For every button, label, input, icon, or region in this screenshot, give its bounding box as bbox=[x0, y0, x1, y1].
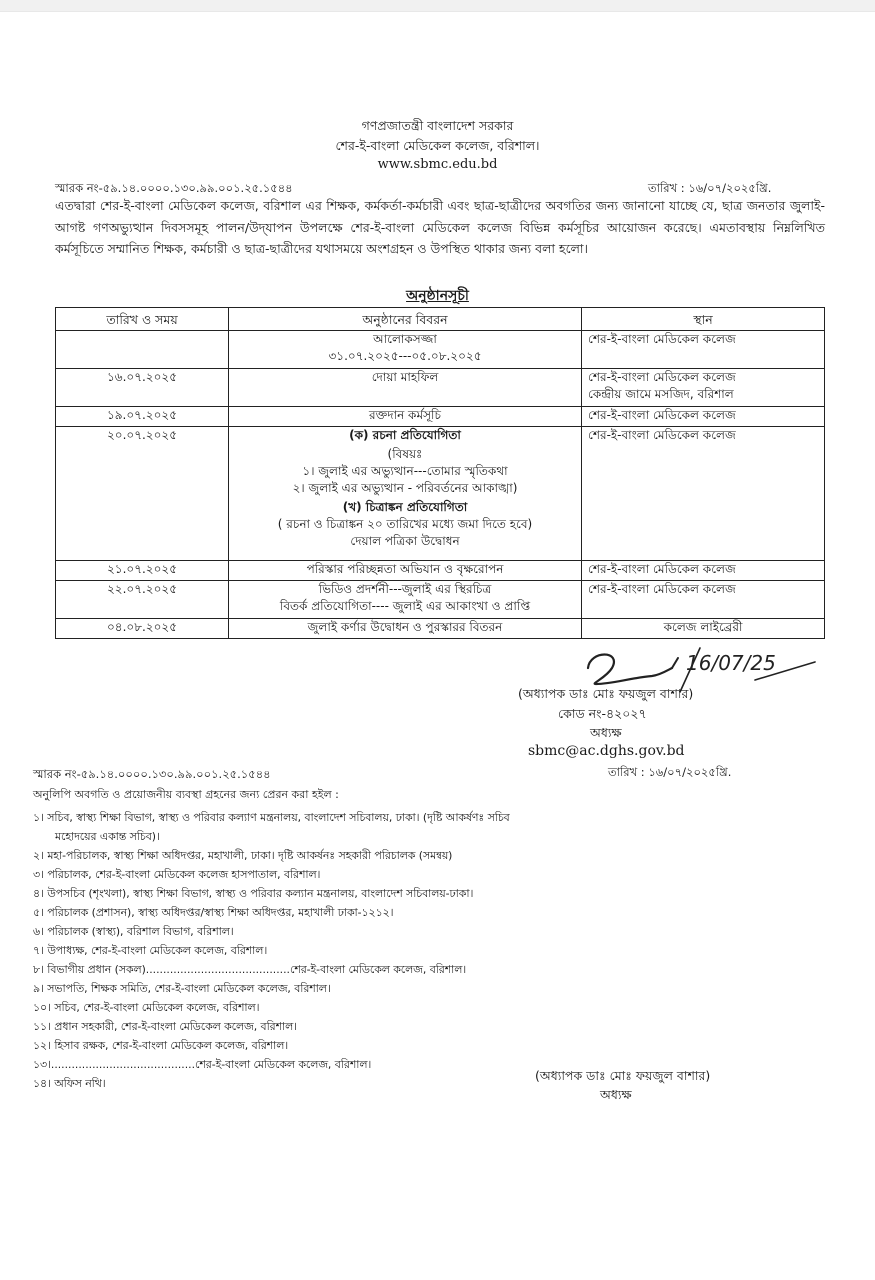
memo-date: তারিখ : ১৬/০৭/২০২৫খ্রি. bbox=[648, 181, 772, 195]
schedule-venue-line: কলেজ লাইব্রেরী bbox=[663, 620, 743, 634]
schedule-row bbox=[56, 581, 825, 619]
copy-recipient-item: মহোদয়ের একান্ত সচিব)। bbox=[55, 830, 160, 843]
footer-signatory-name: (অধ্যাপক ডাঃ মোঃ ফয়জুল বাশার) bbox=[535, 1068, 711, 1083]
copy-memo-date: তারিখ : ১৬/০৭/২০২৫খ্রি. bbox=[608, 765, 732, 779]
schedule-venue-cell bbox=[582, 581, 825, 619]
schedule-row bbox=[56, 619, 825, 639]
schedule-row bbox=[56, 561, 825, 581]
schedule-venue-cell bbox=[582, 619, 825, 639]
schedule-details-cell bbox=[229, 369, 582, 407]
schedule-detail-line: রক্তদান কর্মসূচি bbox=[369, 408, 441, 422]
schedule-table bbox=[55, 307, 825, 639]
schedule-date: ২২.০৭.২০২৫ bbox=[106, 582, 178, 596]
schedule-date: ২১.০৭.২০২৫ bbox=[106, 562, 178, 576]
schedule-venue-cell bbox=[582, 331, 825, 369]
schedule-date: ১৯.০৭.২০২৫ bbox=[106, 408, 177, 422]
schedule-date: ১৬.০৭.২০২৫ bbox=[106, 370, 178, 384]
copy-recipients-list bbox=[33, 808, 833, 1093]
institution-heading: শের-ই-বাংলা মেডিকেল কলেজ, বরিশাল। bbox=[335, 138, 540, 153]
schedule-detail-line: বিতর্ক প্রতিযোগিতা---- জুলাই এর আকাংখা ও প্রাপ্তি bbox=[279, 599, 531, 613]
copy-recipient-item: ১৩।..........................................শের-ই-বাংলা মেডিকেল কলেজ, বরিশাল। bbox=[33, 1058, 372, 1071]
schedule-venue-line: শের-ই-বাংলা মেডিকেল কলেজ bbox=[588, 332, 736, 346]
schedule-detail-line: ( রচনা ও চিত্রাঙ্কন ২০ তারিখের মধ্যে জমা দিতে হবে) bbox=[277, 517, 533, 531]
column-header-venue: স্থান bbox=[582, 308, 825, 331]
signatory-designation: অধ্যক্ষ bbox=[590, 725, 622, 740]
signatory-name: (অধ্যাপক ডাঃ মোঃ ফয়জুল বাশার) bbox=[518, 686, 694, 701]
schedule-title: অনুষ্ঠানসূচী bbox=[406, 288, 469, 304]
copy-recipient-item: ১৪। অফিস নথি। bbox=[33, 1077, 106, 1090]
schedule-date-cell bbox=[56, 427, 229, 561]
website-link[interactable]: www.sbmc.edu.bd bbox=[377, 157, 498, 172]
schedule-details-cell bbox=[229, 427, 582, 561]
schedule-venue-line: শের-ই-বাংলা মেডিকেল কলেজ bbox=[588, 408, 736, 422]
schedule-venue-line: শের-ই-বাংলা মেডিকেল কলেজ bbox=[588, 428, 736, 442]
column-header-date: তারিখ ও সময় bbox=[56, 308, 229, 331]
memo-number: স্মারক নং-৫৯.১৪.০০০০.১৩০.৯৯.০০১.২৫.১৫৪৪ bbox=[55, 181, 293, 195]
schedule-detail-line: দেয়াল পত্রিকা উদ্বোধন bbox=[350, 534, 460, 548]
copy-recipient-item: ৮। বিভাগীয় প্রধান (সকল)..........................................শের-ই-বাংলা মেডিকেল কলেজ, বরিশাল। bbox=[33, 963, 467, 976]
schedule-row bbox=[56, 331, 825, 369]
schedule-date: ০৪.০৮.২০২৫ bbox=[106, 620, 177, 634]
copy-recipient-item: ৬। পরিচালক (স্বাস্থ্য), বরিশাল বিভাগ, বরিশাল। bbox=[33, 925, 234, 938]
schedule-date-cell bbox=[56, 619, 229, 639]
schedule-detail-line: ১। জুলাই এর অভ্যুত্থান---তোমার স্মৃতিকথা bbox=[302, 464, 508, 478]
schedule-date-cell bbox=[56, 369, 229, 407]
body-paragraph: এতদ্বারা শের-ই-বাংলা মেডিকেল কলেজ, বরিশাল এর শিক্ষক, কর্মকর্তা-কর্মচারী এবং ছাত্র-ছাত্রীদের অবগতির জন্য জানানো যাচ্ছে যে, ছাত্র জনতার জুলাই-আগষ্ট গণঅভ্যুত্থান দিবসসমূহ পালন/উদ্‌যাপন উপলক্ষে শের-ই-বাংলা মেডিকেল কলেজ বিভিন্ন কর্মসূচির আয়োজন করেছে। এমতাবস্থায় নিম্নলিখিত কর্মসূচিতে সম্মানিত শিক্ষক, কর্মচারী ও ছাত্র-ছাত্রীদের যথাসময়ে অংশগ্রহন ও উপস্থিত থাকার জন্য বলা হলো। bbox=[55, 198, 825, 256]
schedule-details-cell bbox=[229, 581, 582, 619]
schedule-venue-line: শের-ই-বাংলা মেডিকেল কলেজ bbox=[588, 370, 736, 384]
schedule-venue-line: শের-ই-বাংলা মেডিকেল কলেজ bbox=[588, 582, 736, 596]
schedule-date-cell bbox=[56, 561, 229, 581]
schedule-details-cell bbox=[229, 619, 582, 639]
copy-memo-number: স্মারক নং-৫৯.১৪.০০০০.১৩০.৯৯.০০১.২৫.১৫৪৪ bbox=[33, 767, 271, 781]
copy-recipient-item: ১। সচিব, স্বাস্থ্য শিক্ষা বিভাগ, স্বাস্থ্য ও পরিবার কল্যাণ মন্ত্রনালয়, বাংলাদেশ সচিবালয়, ঢাকা। (দৃষ্টি আকর্ষণঃ সচিব bbox=[33, 811, 510, 824]
schedule-date: ২০.০৭.২০২৫ bbox=[106, 428, 178, 442]
schedule-venue-line: কেন্দ্রীয় জামে মসজিদ, বরিশাল bbox=[588, 387, 734, 401]
copy-recipient-item: ৫। পরিচালক (প্রশাসন), স্বাস্থ্য অধিদপ্তর/স্বাস্থ্য শিক্ষা অধিদপ্তর, মহাখালী ঢাকা-১২১২। bbox=[33, 906, 394, 919]
copy-recipient-item: ১১। প্রধান সহকারী, শের-ই-বাংলা মেডিকেল কলেজ, বরিশাল। bbox=[33, 1020, 298, 1033]
handwritten-date: 16/07/25 bbox=[686, 651, 776, 675]
copy-recipient-item: ২। মহা-পরিচালক, স্বাস্থ্য শিক্ষা অধিদপ্তর, মহাখালী, ঢাকা। দৃষ্টি আকর্ষনঃ সহকারী পরিচালক (সমন্বয়) bbox=[33, 849, 453, 862]
schedule-row bbox=[56, 407, 825, 427]
signatory-email[interactable]: sbmc@ac.dghs.gov.bd bbox=[528, 743, 685, 759]
column-header-details: অনুষ্ঠানের বিবরন bbox=[229, 308, 582, 331]
schedule-detail-line: (বিষয়ঃ bbox=[387, 447, 423, 461]
copy-recipient-item: ৪। উপসচিব (শৃংখলা), স্বাস্থ্য শিক্ষা বিভাগ, স্বাস্থ্য ও পরিবার কল্যান মন্ত্রনালয়, বাংলাদেশ সচিবালয়-ঢাকা। bbox=[33, 887, 474, 900]
schedule-details-cell bbox=[229, 331, 582, 369]
schedule-detail-line: ৩১.০৭.২০২৫---০৫.০৮.২০২৫ bbox=[328, 349, 482, 363]
schedule-detail-line: পরিস্কার পরিচ্ছন্নতা অভিযান ও বৃক্ষরোপন bbox=[306, 562, 504, 576]
signatory-code: কোড নং-৪২০২৭ bbox=[558, 706, 647, 721]
schedule-header-row bbox=[56, 308, 825, 331]
schedule-body bbox=[56, 331, 825, 639]
copy-recipient-item: ৯। সভাপতি, শিক্ষক সমিতি, শের-ই-বাংলা মেডিকেল কলেজ, বরিশাল। bbox=[33, 982, 331, 995]
copy-recipient-item: ১০। সচিব, শের-ই-বাংলা মেডিকেল কলেজ, বরিশাল। bbox=[33, 1001, 260, 1014]
schedule-detail-line: ২। জুলাই এর অভ্যুত্থান - পরিবর্তনের আকাঙ্খা) bbox=[292, 481, 518, 495]
schedule-details-cell bbox=[229, 561, 582, 581]
copy-intro: অনুলিপি অবগতি ও প্রয়োজনীয় ব্যবস্থা গ্রহনের জন্য প্রেরন করা হইল : bbox=[33, 788, 339, 801]
schedule-date-cell bbox=[56, 331, 229, 369]
schedule-detail-line: (খ) চিত্রাঙ্কন প্রতিযোগিতা bbox=[342, 500, 468, 514]
schedule-venue-cell bbox=[582, 407, 825, 427]
schedule-venue-cell bbox=[582, 369, 825, 407]
footer-signatory-designation: অধ্যক্ষ bbox=[600, 1087, 632, 1102]
schedule-date-cell bbox=[56, 407, 229, 427]
schedule-venue-cell bbox=[582, 561, 825, 581]
schedule-row bbox=[56, 427, 825, 561]
schedule-date-cell bbox=[56, 581, 229, 619]
government-heading: গণপ্রজাতন্ত্রী বাংলাদেশ সরকার bbox=[361, 118, 514, 133]
copy-recipient-item: ১২। হিসাব রক্ষক, শের-ই-বাংলা মেডিকেল কলেজ, বরিশাল। bbox=[33, 1039, 289, 1052]
schedule-detail-line: আলোকসজ্জা bbox=[373, 332, 437, 346]
copy-recipient-item: ৭। উপাধ্যক্ষ, শের-ই-বাংলা মেডিকেল কলেজ, বরিশাল। bbox=[33, 944, 268, 957]
schedule-detail-line: জুলাই কর্ণার উদ্বোধন ও পুরস্কারর বিতরন bbox=[307, 620, 503, 634]
copy-recipient-item: ৩। পরিচালক, শের-ই-বাংলা মেডিকেল কলেজ হাসপাতাল, বরিশাল। bbox=[33, 868, 321, 881]
schedule-detail-line: (ক) রচনা প্রতিযোগিতা bbox=[349, 428, 461, 442]
schedule-details-cell bbox=[229, 407, 582, 427]
schedule-venue-cell bbox=[582, 427, 825, 561]
schedule-detail-line: ভিডিও প্রদর্শনী---জুলাই এর স্থিরচিত্র bbox=[318, 582, 492, 596]
schedule-venue-line: শের-ই-বাংলা মেডিকেল কলেজ bbox=[588, 562, 736, 576]
schedule-row bbox=[56, 369, 825, 407]
schedule-detail-line: দোয়া মাহফিল bbox=[371, 370, 439, 384]
